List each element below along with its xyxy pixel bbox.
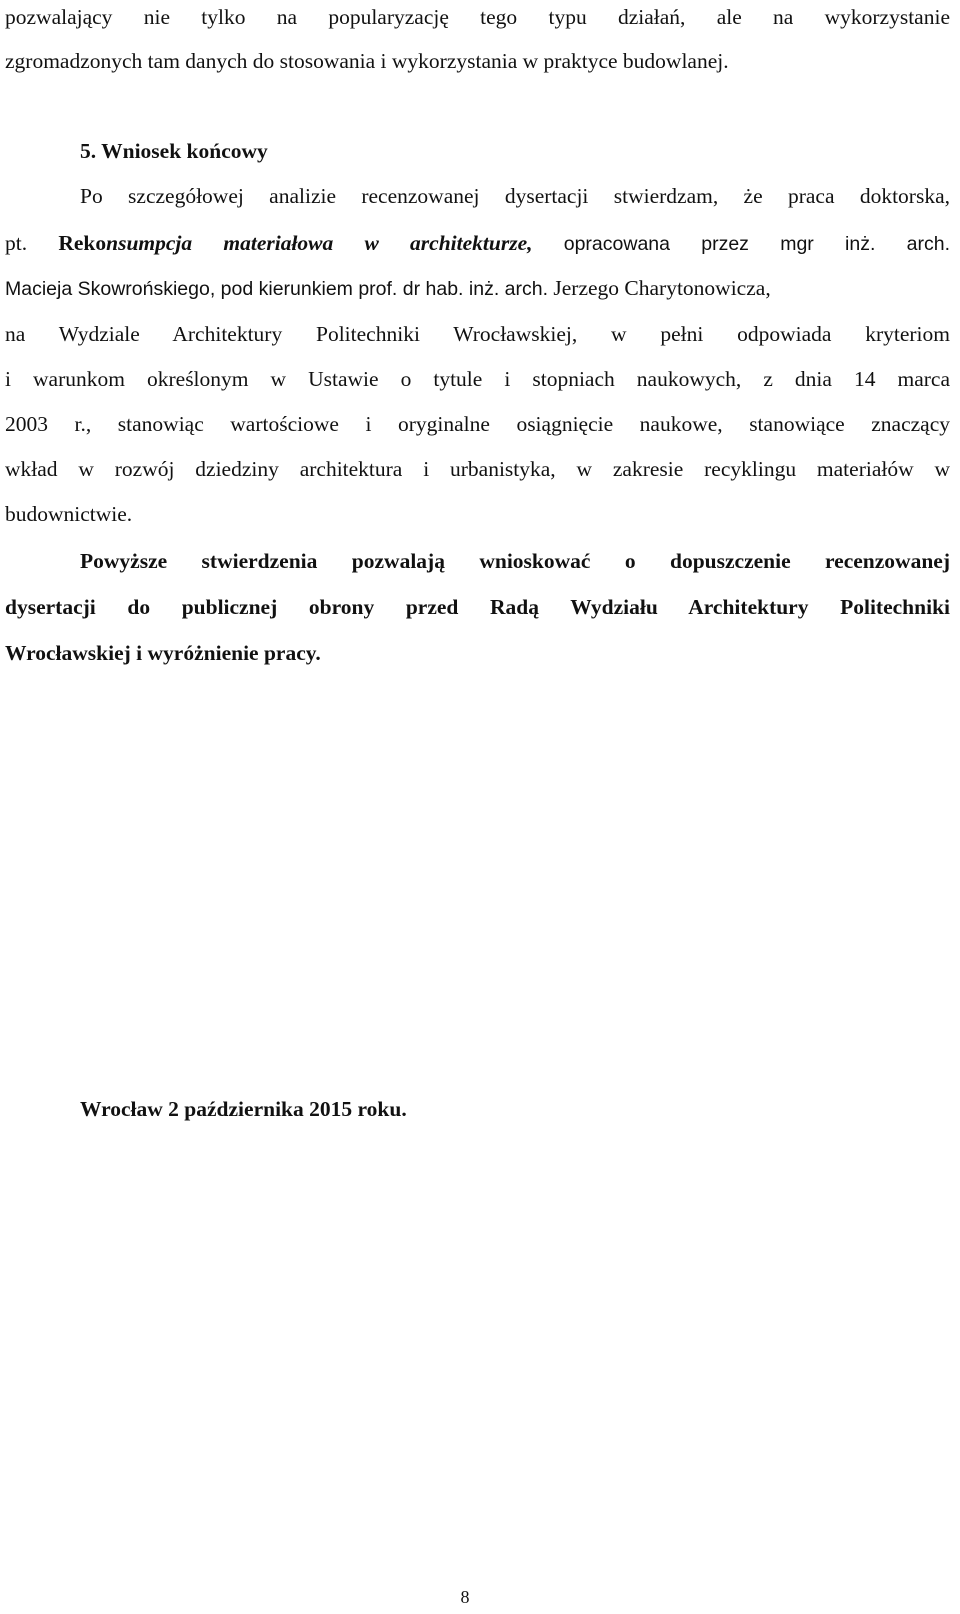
intro-line-2: zgromadzonych tam danych do stosowania i wykorzystania w praktyce budowlanej. bbox=[5, 49, 729, 73]
thesis-title-rest: nsumpcja materiałowa w architekturze, bbox=[106, 231, 533, 255]
conclusion-line-3: Wrocławskiej i wyróżnienie pracy. bbox=[5, 641, 321, 665]
author-intro: opracowana przez mgr inż. arch. bbox=[563, 233, 951, 255]
paragraph-line-7: wkład w rozwój dziedziny architektura i urbanistyka, w zakresie recyklingu materiałów w bbox=[5, 457, 950, 481]
paragraph-line-5: i warunkom określonym w Ustawie o tytule i stopniach naukowych, z dnia 14 marca bbox=[5, 367, 950, 391]
paragraph-line-4: na Wydziale Architektury Politechniki Wrocławskiej, w pełni odpowiada kryteriom bbox=[5, 322, 950, 346]
author-name: Macieja Skowrońskiego, pod kierunkiem prof. dr hab. inż. arch. bbox=[5, 278, 549, 300]
intro-line-1: pozwalający nie tylko na popularyzację tego typu działań, ale na wykorzystanie bbox=[5, 5, 950, 29]
paragraph-line-2 bbox=[5, 228, 950, 259]
conclusion-line-2: dysertacji do publicznej obrony przed Radą Wydziału Architektury Politechniki bbox=[5, 595, 950, 619]
supervisor-name: Jerzego Charytonowicza, bbox=[553, 276, 771, 300]
pt-prefix: pt. bbox=[5, 231, 28, 255]
page-number: 8 bbox=[460, 1587, 470, 1607]
paragraph-line-3 bbox=[5, 273, 950, 304]
conclusion-line-1: Powyższe stwierdzenia pozwalają wnioskować o dopuszczenie recenzowanej bbox=[80, 549, 950, 573]
thesis-title-start: Reko bbox=[58, 231, 107, 255]
section-heading: 5. Wniosek końcowy bbox=[80, 139, 268, 163]
signature-place-date: Wrocław 2 października 2015 roku. bbox=[80, 1097, 407, 1121]
paragraph-line-8: budownictwie. bbox=[5, 502, 133, 526]
paragraph-line-6: 2003 r., stanowiąc wartościowe i oryginalne osiągnięcie naukowe, stanowiące znaczący bbox=[5, 412, 950, 436]
paragraph-line-1: Po szczegółowej analizie recenzowanej dysertacji stwierdzam, że praca doktorska, bbox=[80, 184, 950, 208]
